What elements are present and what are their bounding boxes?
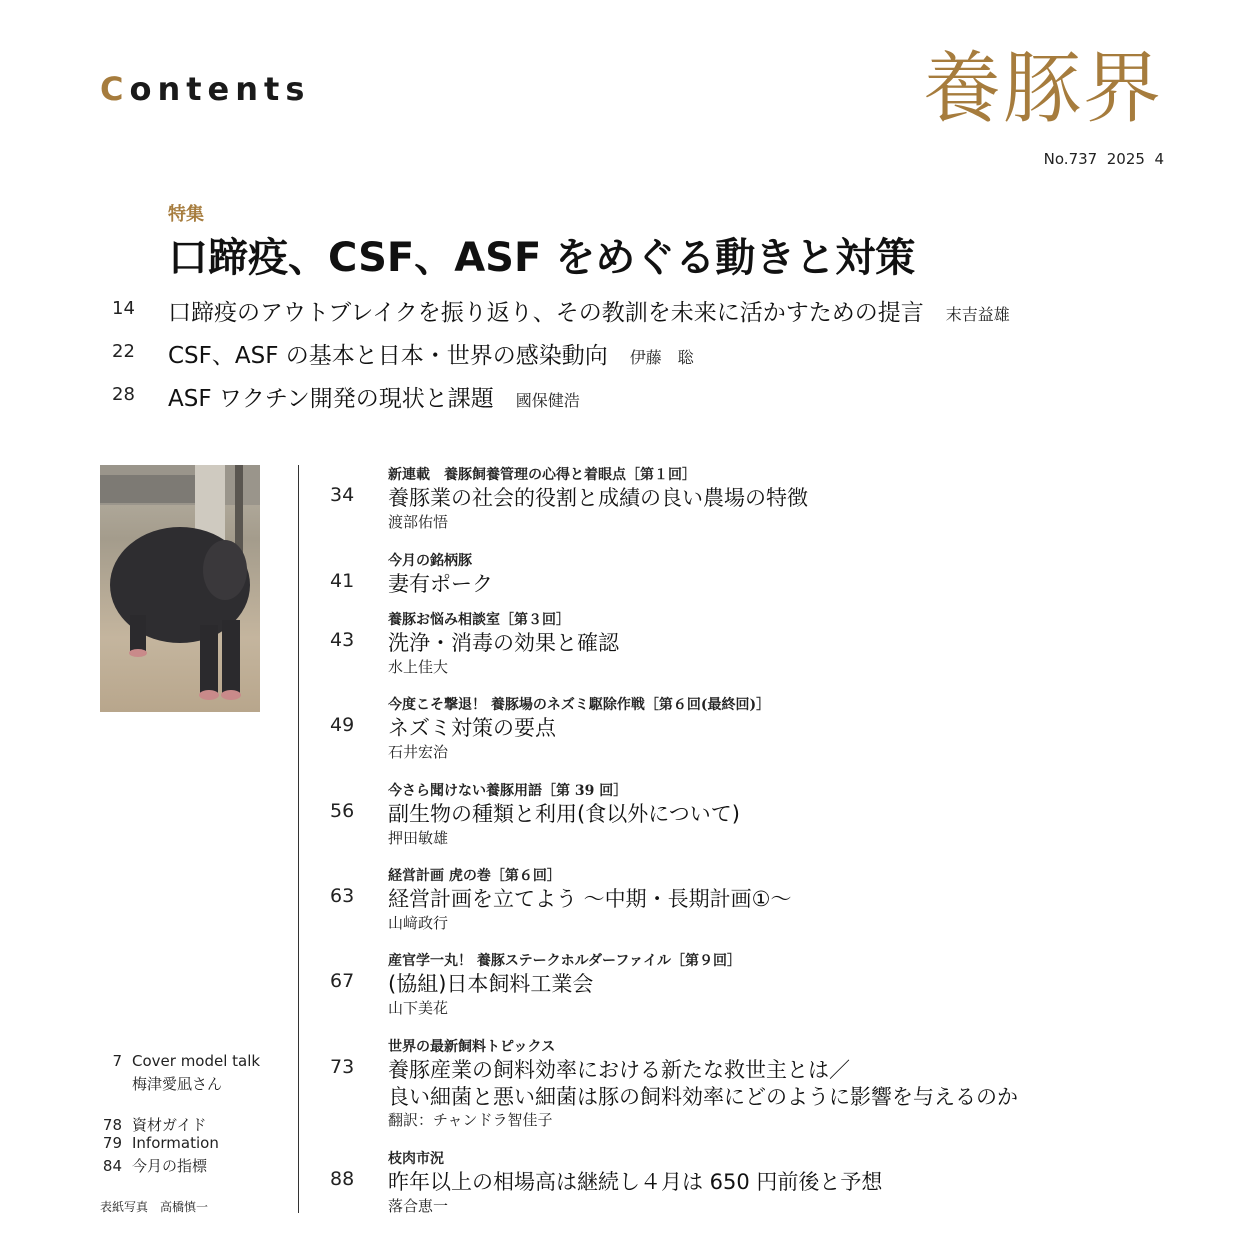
feature-title: 口蹄疫、CSF、ASF をめぐる動きと対策	[168, 235, 916, 281]
article-title: 経営計画を立てよう 〜中期・長期計画①〜	[388, 887, 792, 911]
author-name: 翻訳：チャンドラ智佳子	[388, 1111, 553, 1129]
author-name: 山下美花	[388, 999, 449, 1017]
sidebar-item-label: Cover model talk	[132, 1052, 261, 1070]
page-number: 41	[330, 570, 355, 592]
article-title: CSF、ASF の基本と日本・世界の感染動向	[168, 343, 608, 369]
series-label: 今度こそ撃退！ 養豚場のネズミ駆除作戦［第６回(最終回)］	[388, 697, 771, 713]
author-name: 水上佳大	[388, 658, 449, 676]
page-number: 22	[112, 341, 135, 362]
sidebar-item-cover-model[interactable]	[100, 1052, 260, 1070]
author-name: 渡部佑悟	[388, 513, 449, 531]
cover-model-name: 梅津愛凪さん	[132, 1075, 223, 1093]
article-title: 養豚業の社会的役割と成績の良い農場の特徴	[388, 486, 808, 510]
page-number: 14	[112, 298, 135, 319]
series-label: 養豚お悩み相談室［第３回］	[388, 612, 570, 628]
article-title: ネズミ対策の要点	[388, 716, 556, 740]
author-name: 末吉益雄	[945, 305, 1010, 324]
page-number: 88	[330, 1168, 355, 1190]
page-number: 67	[330, 970, 355, 992]
series-label: 産官学一丸！ 養豚ステークホルダーファイル［第９回］	[388, 953, 742, 969]
page-number: 49	[330, 714, 355, 736]
article-title-line2: 良い細菌と悪い細菌は豚の飼料効率にどのように影響を与えるのか	[388, 1085, 1018, 1109]
article-title: (協組)日本飼料工業会	[388, 972, 594, 996]
author-name: 落合恵一	[388, 1197, 449, 1215]
page-number: 43	[330, 629, 355, 651]
issue-number: No.737 2025 4	[1043, 150, 1164, 168]
cover-model-photo	[100, 465, 260, 712]
article-title: ASF ワクチン開発の現状と課題	[168, 386, 494, 412]
series-label: 今月の銘柄豚	[388, 553, 472, 569]
author-name: 石井宏治	[388, 743, 449, 761]
article-title: 副生物の種類と利用(食以外について)	[388, 802, 740, 826]
page-number: 78	[102, 1116, 122, 1134]
article-title: 洗浄・消毒の効果と確認	[388, 631, 619, 655]
magazine-title: 養豚界	[922, 44, 1163, 134]
feature-label: 特集	[168, 204, 204, 225]
contents-heading: Contents	[100, 70, 311, 108]
photo-credit: 表紙写真 高橋慎一	[100, 1200, 209, 1214]
sidebar-item[interactable]	[100, 1134, 219, 1152]
author-name: 伊藤 聡	[629, 348, 694, 367]
pig-illustration	[100, 465, 260, 712]
sidebar-item-label: 今月の指標	[132, 1157, 208, 1175]
article-title: 養豚産業の飼料効率における新たな救世主とは／	[388, 1058, 850, 1082]
series-label: 今さら聞けない養豚用語［第 39 回］	[388, 783, 628, 799]
column-divider	[298, 465, 299, 1213]
author-name: 山﨑政行	[388, 914, 449, 932]
page-number: 56	[330, 800, 355, 822]
series-label: 枝肉市況	[388, 1151, 444, 1167]
page-number: 84	[102, 1157, 122, 1175]
page-number: 79	[102, 1134, 122, 1152]
article-title: 妻有ポーク	[388, 572, 493, 596]
sidebar-item-label: 資材ガイド	[132, 1116, 207, 1134]
series-label: 新連載 養豚飼養管理の心得と着眼点［第１回］	[388, 467, 696, 483]
page-number: 7	[112, 1052, 122, 1070]
sidebar-item-label: Information	[132, 1134, 219, 1152]
article-title: 口蹄疫のアウトブレイクを振り返り、その教訓を未来に活かすための提言	[168, 300, 924, 326]
page-number: 73	[330, 1056, 355, 1078]
series-label: 世界の最新飼料トピックス	[388, 1039, 556, 1055]
page-number: 28	[112, 384, 135, 405]
author-name: 押田敏雄	[388, 829, 449, 847]
page-number: 34	[330, 484, 355, 506]
article-title: 昨年以上の相場高は継続し４月は 650 円前後と予想	[388, 1170, 883, 1194]
sidebar-item[interactable]	[100, 1155, 207, 1176]
sidebar-item[interactable]	[100, 1114, 207, 1135]
author-name: 國保健浩	[515, 391, 580, 410]
series-label: 経営計画 虎の巻［第６回］	[388, 868, 561, 884]
page-number: 63	[330, 885, 355, 907]
